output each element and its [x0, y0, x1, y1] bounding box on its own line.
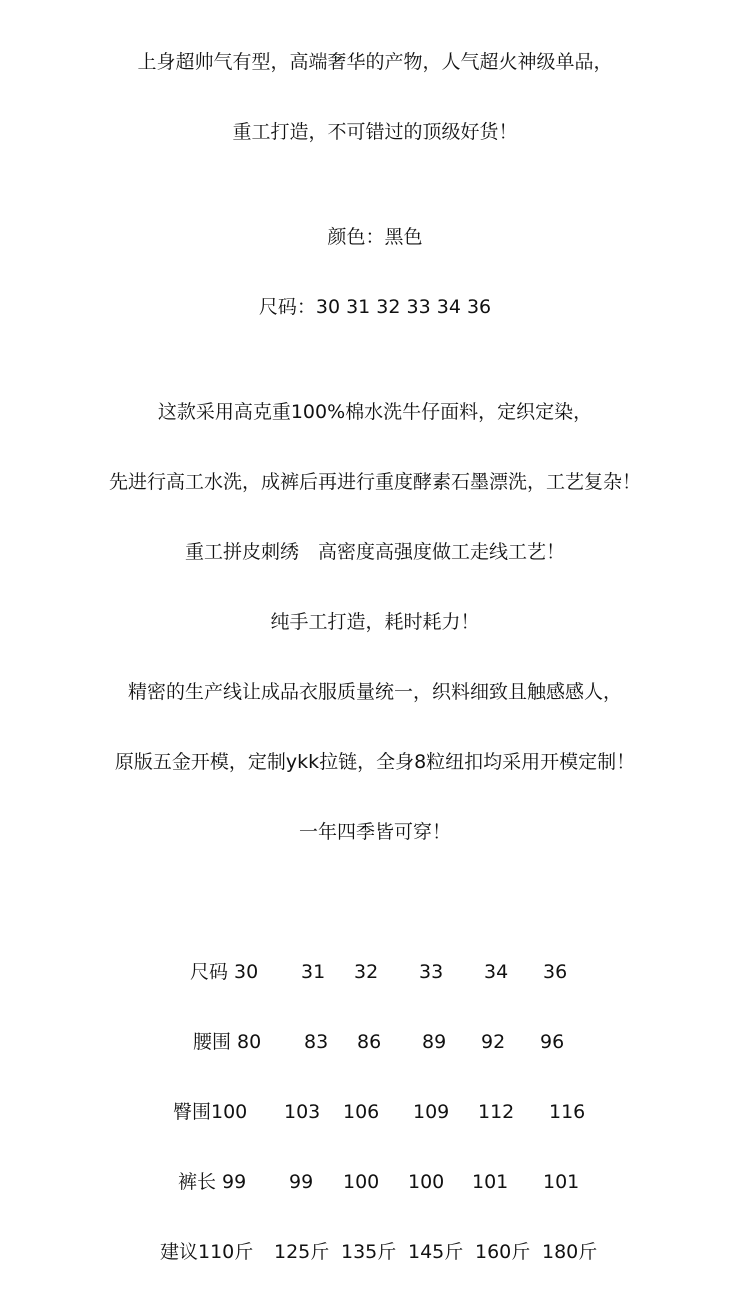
color-spec: 颜色：黑色	[327, 226, 423, 248]
table-cell: 180斤	[542, 1241, 598, 1263]
table-cell: 86	[357, 1031, 382, 1053]
table-cell: 135斤	[341, 1241, 397, 1263]
table-cell: 101	[543, 1171, 580, 1193]
table-cell: 145斤	[408, 1241, 464, 1263]
table-cell: 32	[354, 961, 379, 983]
table-cell: 33	[419, 961, 444, 983]
table-cell: 160斤	[475, 1241, 531, 1263]
row-label-recommend: 建议110斤	[160, 1241, 254, 1263]
table-cell: 101	[472, 1171, 509, 1193]
table-cell: 109	[413, 1101, 450, 1123]
table-cell: 106	[343, 1101, 380, 1123]
description-line-2: 先进行高工水洗，成裤后再进行重度酵素石墨漂洗，工艺复杂！	[108, 471, 641, 493]
row-label-hip: 臀围100	[173, 1101, 248, 1123]
table-cell: 34	[484, 961, 509, 983]
intro-line-2: 重工打造，不可错过的顶级好货！	[232, 121, 518, 143]
row-label-length: 裤长 99	[178, 1171, 247, 1193]
table-cell: 89	[422, 1031, 447, 1053]
table-cell: 36	[543, 961, 568, 983]
table-cell: 125斤	[274, 1241, 330, 1263]
description-line-3: 重工拼皮刺绣 高密度高强度做工走线工艺！	[184, 541, 565, 563]
table-cell: 96	[540, 1031, 565, 1053]
row-label-size: 尺码 30	[190, 961, 259, 983]
table-cell: 99	[289, 1171, 314, 1193]
table-cell: 100	[343, 1171, 380, 1193]
description-line-5: 精密的生产线让成品衣服质量统一，织料细致且触感感人，	[127, 681, 622, 703]
table-cell: 116	[549, 1101, 586, 1123]
description-line-1: 这款采用高克重100%棉水洗牛仔面料，定织定染，	[157, 401, 593, 423]
size-spec: 尺码：30 31 32 33 34 36	[258, 296, 492, 318]
table-cell: 92	[481, 1031, 506, 1053]
table-cell: 83	[304, 1031, 329, 1053]
intro-line-1: 上身超帅气有型，高端奢华的产物，人气超火神级单品，	[137, 51, 613, 73]
table-cell: 31	[301, 961, 326, 983]
description-line-7: 一年四季皆可穿！	[298, 821, 451, 843]
table-cell: 112	[478, 1101, 515, 1123]
description-line-6: 原版五金开模，定制ykk拉链，全身8粒纽扣均采用开模定制！	[114, 751, 636, 773]
row-label-waist: 腰围 80	[193, 1031, 262, 1053]
description-line-4: 纯手工打造，耗时耗力！	[270, 611, 480, 633]
table-cell: 100	[408, 1171, 445, 1193]
table-cell: 103	[284, 1101, 321, 1123]
